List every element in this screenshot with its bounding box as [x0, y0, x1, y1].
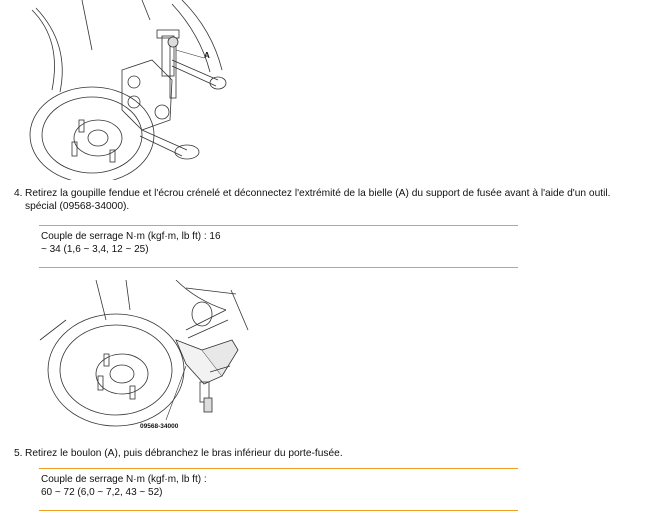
special-tool-illustration: [26, 280, 276, 440]
step-number: 4.: [14, 188, 23, 199]
torque-spec-line: Couple de serrage N·m (kgf·m, lb ft) : 16: [41, 231, 221, 242]
tie-rod-illustration: [22, 0, 244, 180]
step-text-line: Retirez le boulon (A), puis débranchez le bras inférieur du porte-fusée.: [25, 448, 343, 459]
step-text-line: Retirez la goupille fendue et l'écrou crénelé et déconnectez l'extrémité de la bielle (A) du support de fusée avant à l'aide d'un outil.: [25, 188, 611, 199]
step-number: 5.: [14, 448, 23, 459]
step-text-line: spécial (09568-34000).: [25, 201, 130, 212]
torque-spec-line: Couple de serrage N·m (kgf·m, lb ft) :: [41, 474, 207, 485]
step-4: [14, 187, 654, 213]
callout-label: A: [204, 51, 210, 60]
tool-label: 09568-34000: [140, 423, 179, 430]
step-5: [14, 447, 654, 460]
torque-spec-box: [39, 468, 518, 511]
torque-spec-value: ~ 34 (1,6 ~ 3,4, 12 ~ 25): [41, 243, 149, 255]
torque-spec-value: 60 ~ 72 (6,0 ~ 7,2, 43 ~ 52): [41, 486, 163, 498]
torque-spec-box: [39, 225, 518, 268]
